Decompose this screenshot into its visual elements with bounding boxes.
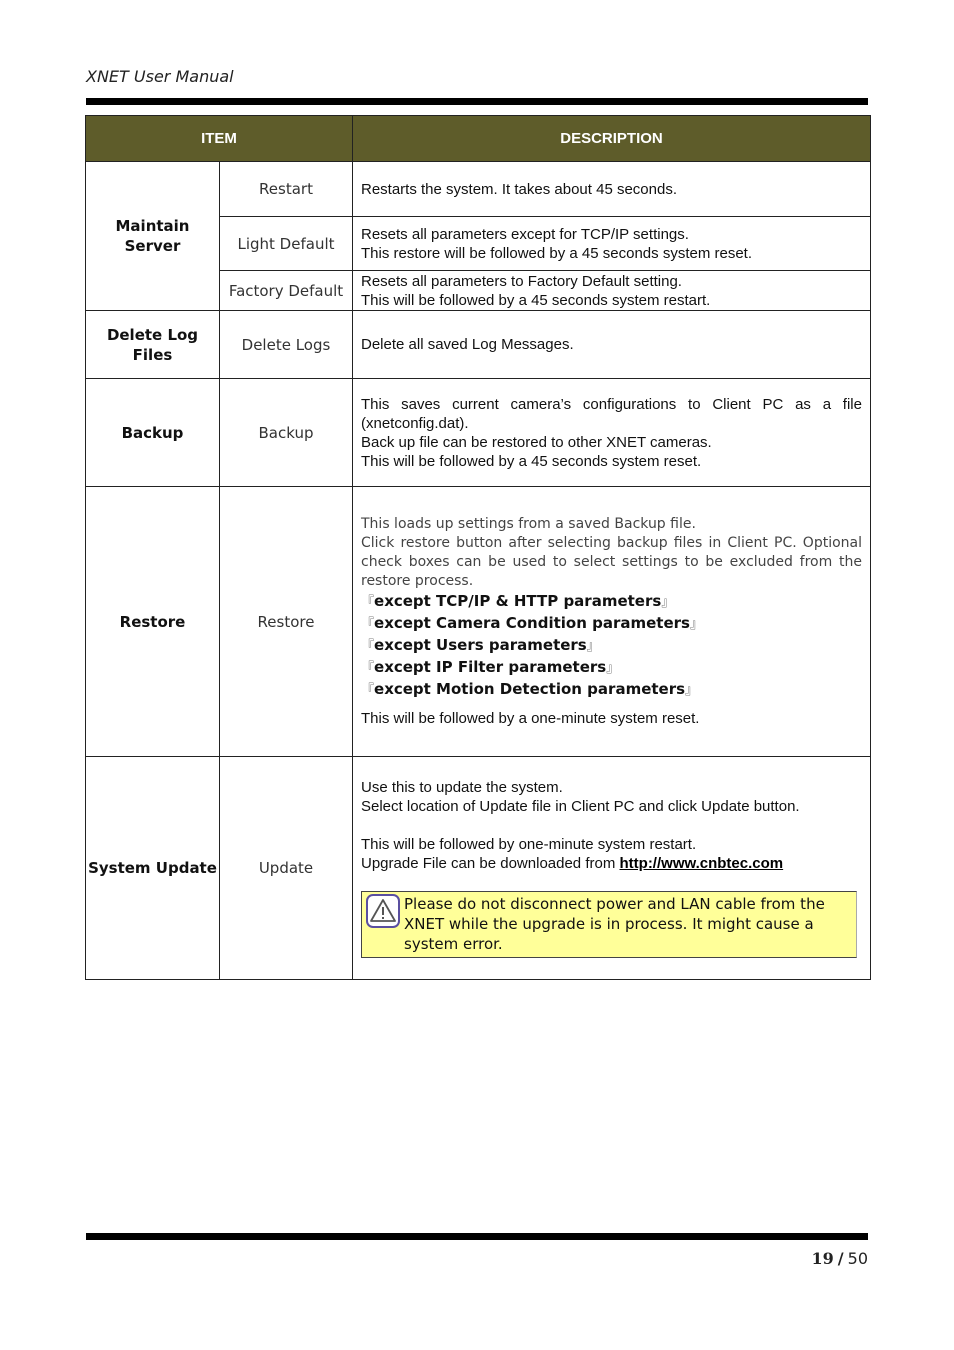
warning-triangle-icon xyxy=(366,894,400,928)
warning-box xyxy=(361,891,857,958)
category-delete-log-files: Delete Log Files xyxy=(86,311,220,379)
desc-factory-default: Resets all parameters to Factory Default setting. This will be followed by a 45 seconds system restart. xyxy=(353,271,871,311)
restore-option: 『except IP Filter parameters』 xyxy=(361,658,620,676)
desc-light-default: Resets all parameters except for TCP/IP settings. This restore will be followed by a 45 seconds system reset. xyxy=(353,217,871,271)
footer-rule xyxy=(86,1233,868,1240)
restore-option: 『except Camera Condition parameters』 xyxy=(361,614,703,632)
table-row xyxy=(86,487,871,757)
category-backup: Backup xyxy=(86,379,220,487)
item-factory-default: Factory Default xyxy=(220,271,353,311)
page-total: 50 xyxy=(847,1249,868,1268)
page-separator: / xyxy=(837,1249,844,1268)
header-rule xyxy=(86,98,868,105)
table-header-row xyxy=(86,116,871,162)
column-header-description: DESCRIPTION xyxy=(353,116,871,162)
page-current: 19 xyxy=(811,1249,834,1268)
category-restore: Restore xyxy=(86,487,220,757)
restore-option: 『except TCP/IP & HTTP parameters』 xyxy=(361,592,675,610)
table-row xyxy=(86,311,871,379)
item-restore: Restore xyxy=(220,487,353,757)
item-restart: Restart xyxy=(220,162,353,217)
desc-backup: This saves current camera’s configurations to Client PC as a file (xnetconfig.dat). Back up file can be restored to other XNET cameras. This will be followed by a 45 seconds system reset. xyxy=(353,379,871,487)
spec-table xyxy=(85,115,871,980)
desc-delete-logs: Delete all saved Log Messages. xyxy=(353,311,871,379)
item-update: Update xyxy=(220,757,353,980)
document-header-title: XNET User Manual xyxy=(86,67,234,86)
table-row xyxy=(86,757,871,980)
download-link[interactable]: http://www.cnbtec.com xyxy=(619,855,784,872)
category-maintain-server: Maintain Server xyxy=(86,162,220,311)
restore-option: 『except Motion Detection parameters』 xyxy=(361,680,699,698)
desc-update: Use this to update the system. Select location of Update file in Client PC and click Update button. This will be followed by one-minute system restart. Upgrade File can be downloaded from http://www.cnbtec.com Please do not disconnect power and LAN cable from the XNET while the upgrade is in process. It might cause a system error. xyxy=(353,757,871,980)
item-backup: Backup xyxy=(220,379,353,487)
restore-option: 『except Users parameters』 xyxy=(361,636,600,654)
item-light-default: Light Default xyxy=(220,217,353,271)
warning-text: Please do not disconnect power and LAN cable from the XNET while the upgrade is in process. It might cause a system error. xyxy=(404,895,825,953)
item-delete-logs: Delete Logs xyxy=(220,311,353,379)
column-header-item: ITEM xyxy=(86,116,353,162)
category-system-update: System Update xyxy=(86,757,220,980)
desc-restore: This loads up settings from a saved Backup file. Click restore button after selecting backup files in Client PC. Optional check boxes can be used to select settings to be excluded from the restore process. 『except TCP/IP & HTTP parameters』 『except Camera Condition parameters』 『except Users parameters』 『except IP Filter parameters』 『except Motion Detection parameters』 This will be followed by a one-minute system reset. xyxy=(353,487,871,757)
table-row xyxy=(86,162,871,217)
page-number xyxy=(812,1249,868,1268)
desc-restart: Restarts the system. It takes about 45 seconds. xyxy=(353,162,871,217)
table-row xyxy=(86,379,871,487)
